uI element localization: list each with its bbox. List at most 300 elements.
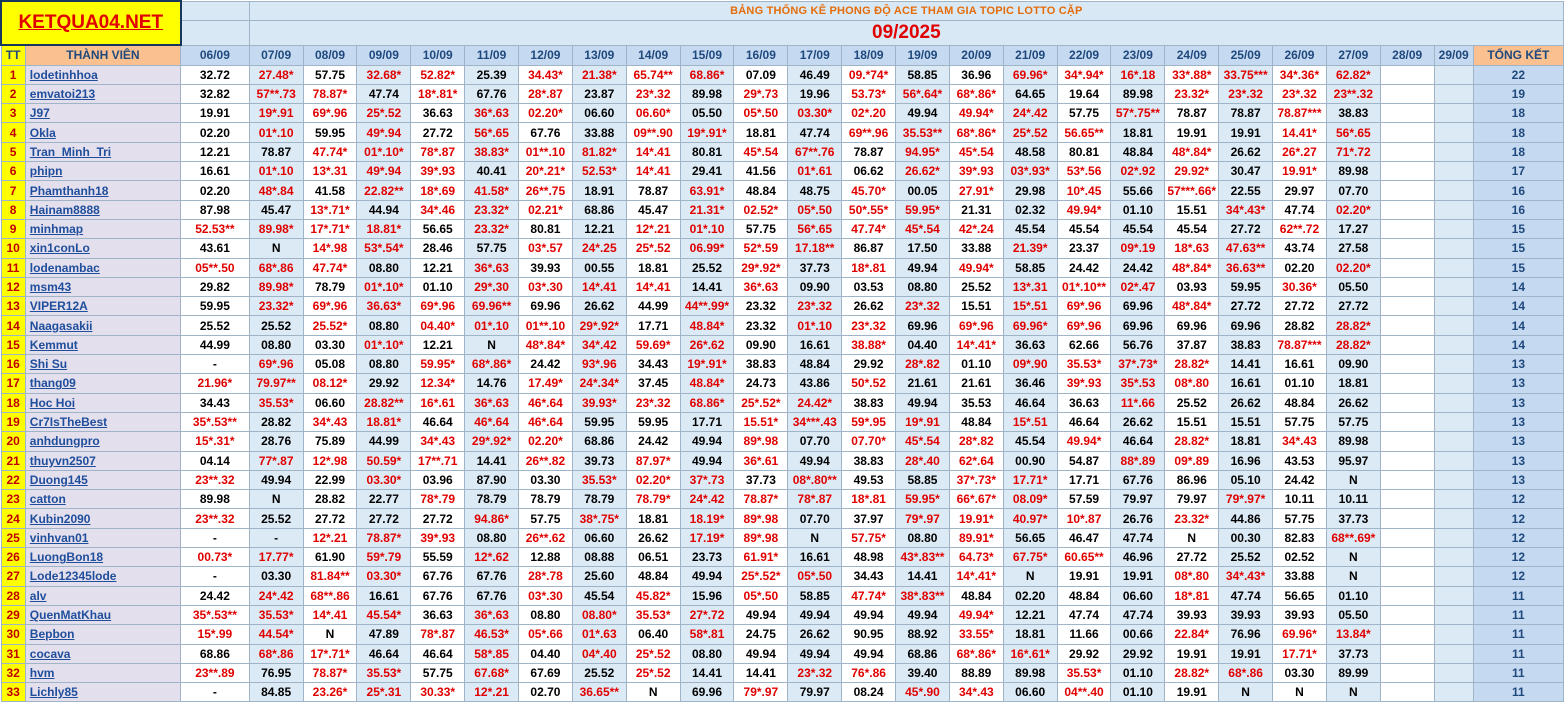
score-cell: 29.92 xyxy=(1057,644,1111,663)
score-cell: 78.79 xyxy=(572,490,626,509)
score-cell: 79*.97 xyxy=(734,683,788,702)
blank-cell xyxy=(181,20,250,45)
score-cell: N xyxy=(1165,528,1219,547)
score-cell: 48.84 xyxy=(734,181,788,200)
score-cell: 19.91 xyxy=(1057,567,1111,586)
score-cell: 16*.18 xyxy=(1111,65,1165,84)
table-row xyxy=(1,605,1564,624)
score-cell: 62**.72 xyxy=(1273,219,1327,238)
score-cell: 12*.98 xyxy=(303,451,357,470)
score-cell: 26.62* xyxy=(896,162,950,181)
member-name-link[interactable]: Lichly85 xyxy=(25,683,180,702)
member-name-link[interactable]: VIPER12A xyxy=(25,297,180,316)
score-cell: 38.83* xyxy=(465,142,519,161)
table-row xyxy=(1,239,1564,258)
score-cell: 55.66 xyxy=(1111,181,1165,200)
score-cell: 14*.98 xyxy=(303,239,357,258)
header-date: 18/09 xyxy=(842,45,896,65)
score-cell: 67.76 xyxy=(465,586,519,605)
score-cell: 16.61 xyxy=(1273,355,1327,374)
score-cell: 29.92 xyxy=(357,374,411,393)
table-row xyxy=(1,509,1564,528)
score-cell: N xyxy=(1326,567,1380,586)
member-name-link[interactable]: Kemmut xyxy=(25,335,180,354)
score-cell: 57.75 xyxy=(1273,509,1327,528)
score-cell: 23*.32 xyxy=(626,84,680,103)
score-cell: 86.96 xyxy=(1165,470,1219,489)
row-number: 28 xyxy=(1,586,25,605)
score-cell: 24.42 xyxy=(519,355,573,374)
score-cell: 12*.21 xyxy=(303,528,357,547)
member-name-link[interactable]: Tran_Minh_Tri xyxy=(25,142,180,161)
header-date: 21/09 xyxy=(1003,45,1057,65)
score-cell: 29.92 xyxy=(1111,644,1165,663)
score-cell: 68.86 xyxy=(896,644,950,663)
score-cell: 89.98 xyxy=(1326,432,1380,451)
score-cell: 89.91* xyxy=(949,528,1003,547)
member-name-link[interactable]: alv xyxy=(25,586,180,605)
score-cell: 44.99 xyxy=(626,297,680,316)
score-cell: 28.82* xyxy=(1326,316,1380,335)
score-cell: 36.65** xyxy=(572,683,626,702)
member-name-link[interactable]: catton xyxy=(25,490,180,509)
score-cell: 25*.52* xyxy=(734,567,788,586)
score-cell: 95.97 xyxy=(1326,451,1380,470)
score-cell: 89.98 xyxy=(181,490,250,509)
score-cell: 46.64 xyxy=(1057,412,1111,431)
member-name-link[interactable]: Hainam8888 xyxy=(25,200,180,219)
score-cell: 09.90 xyxy=(1326,355,1380,374)
score-cell: 23.32* xyxy=(1165,84,1219,103)
header-date: 26/09 xyxy=(1273,45,1327,65)
score-cell: 21.38* xyxy=(572,65,626,84)
member-name-link[interactable]: Duong145 xyxy=(25,470,180,489)
header-date: 16/09 xyxy=(734,45,788,65)
header-date: 25/09 xyxy=(1219,45,1273,65)
score-cell: 14*.41* xyxy=(949,335,1003,354)
score-cell: 79.97 xyxy=(1165,490,1219,509)
score-cell: 34.43 xyxy=(181,393,250,412)
member-name-link[interactable]: Bepbon xyxy=(25,625,180,644)
score-cell: 14.76 xyxy=(465,374,519,393)
score-cell: 23*.32 xyxy=(788,663,842,682)
member-name-link[interactable]: cocava xyxy=(25,644,180,663)
score-cell: 35*.53 xyxy=(1111,374,1165,393)
score-cell: 26.76 xyxy=(1111,509,1165,528)
score-cell: 28*.82 xyxy=(949,432,1003,451)
score-cell: 47.74 xyxy=(788,123,842,142)
score-cell: 24*.42 xyxy=(680,490,734,509)
table-row xyxy=(1,162,1564,181)
score-cell: 68*.86* xyxy=(949,123,1003,142)
row-number: 24 xyxy=(1,509,25,528)
score-cell: 43.86 xyxy=(788,374,842,393)
score-cell: 04**.40 xyxy=(1057,683,1111,702)
score-cell: 44.54* xyxy=(249,625,303,644)
score-cell: 49.94* xyxy=(1057,200,1111,219)
empty-cell xyxy=(1434,277,1473,296)
empty-cell xyxy=(1380,374,1434,393)
score-cell: 78.87* xyxy=(357,528,411,547)
score-cell: 48*.84* xyxy=(1165,258,1219,277)
score-cell: 47.74* xyxy=(303,142,357,161)
score-cell: 26.62 xyxy=(1111,412,1165,431)
empty-cell xyxy=(1380,277,1434,296)
logo-cell[interactable] xyxy=(1,1,181,45)
score-cell: 18.81* xyxy=(357,219,411,238)
score-cell: 05.50 xyxy=(1326,277,1380,296)
score-cell: 26*.62 xyxy=(680,335,734,354)
total-cell: 15 xyxy=(1473,239,1563,258)
member-name-link[interactable]: QuenMatKhau xyxy=(25,605,180,624)
score-cell: 25*.52* xyxy=(734,393,788,412)
score-cell: 35.53* xyxy=(1057,663,1111,682)
empty-cell xyxy=(1434,316,1473,335)
score-cell: 02.20 xyxy=(1003,586,1057,605)
row-number: 29 xyxy=(1,605,25,624)
total-cell: 13 xyxy=(1473,451,1563,470)
member-name-link[interactable]: xin1conLo xyxy=(25,239,180,258)
score-cell: 07.70 xyxy=(1326,181,1380,200)
row-number: 33 xyxy=(1,683,25,702)
score-cell: 24.42 xyxy=(1273,470,1327,489)
table-row xyxy=(1,625,1564,644)
member-name-link[interactable]: thang09 xyxy=(25,374,180,393)
score-cell: 49.94 xyxy=(734,605,788,624)
score-cell: 19.91* xyxy=(1273,162,1327,181)
score-cell: 14.41 xyxy=(1219,355,1273,374)
score-cell: 78.87 xyxy=(626,181,680,200)
score-cell: 06.60 xyxy=(572,528,626,547)
score-cell: 21.61 xyxy=(896,374,950,393)
score-cell: 29.82 xyxy=(181,277,250,296)
score-cell: 67.69 xyxy=(519,663,573,682)
total-cell: 13 xyxy=(1473,355,1563,374)
member-name-link[interactable]: Naagasakii xyxy=(25,316,180,335)
score-cell: 84.85 xyxy=(249,683,303,702)
score-cell: 01.10 xyxy=(1273,374,1327,393)
score-cell: 34*.46 xyxy=(411,200,465,219)
score-cell: 17.71* xyxy=(1273,644,1327,663)
score-cell: 00.30 xyxy=(1219,528,1273,547)
score-cell: 78.87 xyxy=(842,142,896,161)
score-cell: 39.93 xyxy=(519,258,573,277)
member-name-link[interactable]: msm43 xyxy=(25,277,180,296)
score-cell: 12.21 xyxy=(1003,605,1057,624)
score-cell: - xyxy=(181,567,250,586)
score-cell: 29*.92* xyxy=(572,316,626,335)
score-cell: 01*.10 xyxy=(788,316,842,335)
score-cell: 44.99 xyxy=(181,335,250,354)
score-cell: 14.41 xyxy=(734,663,788,682)
score-cell: 18.81 xyxy=(626,509,680,528)
score-cell: 08*.80** xyxy=(788,470,842,489)
score-cell: 57.75 xyxy=(1057,104,1111,123)
score-cell: 58.85 xyxy=(896,470,950,489)
score-cell: 18.91 xyxy=(572,181,626,200)
row-number: 1 xyxy=(1,65,25,84)
empty-cell xyxy=(1434,470,1473,489)
score-cell: 68.86* xyxy=(680,65,734,84)
score-cell: 49*.94 xyxy=(357,162,411,181)
score-cell: 69.96 xyxy=(1165,316,1219,335)
table-row xyxy=(1,451,1564,470)
member-name-link[interactable]: lodetinhhoa xyxy=(25,65,180,84)
score-cell: 01.10 xyxy=(1111,683,1165,702)
total-cell: 16 xyxy=(1473,181,1563,200)
score-cell: 48.75 xyxy=(788,181,842,200)
member-name-link[interactable]: Hoc Hoi xyxy=(25,393,180,412)
score-cell: 56*.64* xyxy=(896,84,950,103)
score-cell: 39.93 xyxy=(1273,605,1327,624)
score-cell: 47.74* xyxy=(842,586,896,605)
score-cell: 34*.42 xyxy=(572,335,626,354)
score-cell: 59.95* xyxy=(896,490,950,509)
score-cell: 57.75 xyxy=(1273,412,1327,431)
score-cell: 25.39 xyxy=(465,65,519,84)
score-cell: 30.47 xyxy=(1219,162,1273,181)
score-cell: 08.80 xyxy=(896,528,950,547)
score-cell: 46.49 xyxy=(788,65,842,84)
row-number: 15 xyxy=(1,335,25,354)
score-cell: 25.52 xyxy=(1165,393,1219,412)
score-cell: 03.30 xyxy=(249,567,303,586)
member-name-link[interactable]: Cr7IsTheBest xyxy=(25,412,180,431)
total-cell: 14 xyxy=(1473,277,1563,296)
score-cell: 13*.71* xyxy=(303,200,357,219)
score-cell: 08.80 xyxy=(357,355,411,374)
score-cell: 34*.43 xyxy=(303,412,357,431)
score-cell: 43.61 xyxy=(181,239,250,258)
score-cell: 10*.87 xyxy=(1057,509,1111,528)
total-cell: 11 xyxy=(1473,586,1563,605)
score-cell: N xyxy=(1003,567,1057,586)
row-number: 19 xyxy=(1,412,25,431)
member-name-link[interactable]: Phamthanh18 xyxy=(25,181,180,200)
member-name-link[interactable]: minhmap xyxy=(25,219,180,238)
score-cell: 36.63 xyxy=(1057,393,1111,412)
member-name-link[interactable]: hvm xyxy=(25,663,180,682)
row-number: 32 xyxy=(1,663,25,682)
score-cell: 03.30* xyxy=(357,567,411,586)
score-cell: 60.65** xyxy=(1057,548,1111,567)
score-cell: 46.53* xyxy=(465,625,519,644)
member-name-link[interactable]: emvatoi213 xyxy=(25,84,180,103)
empty-cell xyxy=(1434,528,1473,547)
member-name-link[interactable]: anhdungpro xyxy=(25,432,180,451)
score-cell: 62.82* xyxy=(1326,65,1380,84)
empty-cell xyxy=(1434,162,1473,181)
empty-cell xyxy=(1434,181,1473,200)
empty-cell xyxy=(1380,509,1434,528)
score-cell: 19.91 xyxy=(1219,123,1273,142)
score-cell: 01**.10 xyxy=(519,316,573,335)
score-cell: 02.20* xyxy=(519,104,573,123)
score-cell: 69.96 xyxy=(1111,316,1165,335)
header-date: 29/09 xyxy=(1434,45,1473,65)
score-cell: 17.71* xyxy=(1003,470,1057,489)
score-cell: 16.96 xyxy=(1219,451,1273,470)
score-cell: 46.64 xyxy=(357,644,411,663)
score-cell: 15*.51 xyxy=(1003,412,1057,431)
score-cell: 37.73 xyxy=(1326,509,1380,528)
score-cell: 08.80 xyxy=(896,277,950,296)
empty-cell xyxy=(1434,605,1473,624)
score-cell: 34*.43 xyxy=(411,432,465,451)
empty-cell xyxy=(1380,181,1434,200)
empty-cell xyxy=(1380,258,1434,277)
score-cell: 01*.10* xyxy=(357,335,411,354)
score-cell: 36*.61 xyxy=(734,451,788,470)
member-name-link[interactable]: LuongBon18 xyxy=(25,548,180,567)
member-name-link[interactable]: Shi Su xyxy=(25,355,180,374)
score-cell: 37.97 xyxy=(842,509,896,528)
score-cell: N xyxy=(1326,548,1380,567)
member-name-link[interactable]: lodenambac xyxy=(25,258,180,277)
score-cell: 58.85 xyxy=(788,586,842,605)
header-date: 19/09 xyxy=(896,45,950,65)
score-cell: 08.24 xyxy=(842,683,896,702)
empty-cell xyxy=(1434,451,1473,470)
score-cell: 50*.52 xyxy=(842,374,896,393)
score-cell: 25.52 xyxy=(1219,548,1273,567)
header-member: THÀNH VIÊN xyxy=(25,45,180,65)
score-cell: 45.54 xyxy=(1111,219,1165,238)
score-cell: 57.59 xyxy=(1057,490,1111,509)
member-name-link[interactable]: vinhvan01 xyxy=(25,528,180,547)
score-cell: N xyxy=(626,683,680,702)
score-cell: 10*.45 xyxy=(1057,181,1111,200)
empty-cell xyxy=(1434,239,1473,258)
score-cell: 27.91* xyxy=(949,181,1003,200)
score-cell: 56.65 xyxy=(1003,528,1057,547)
score-cell: 49.94 xyxy=(680,567,734,586)
header-date: 20/09 xyxy=(949,45,1003,65)
member-name-link[interactable]: phipn xyxy=(25,162,180,181)
score-cell: 01*.10* xyxy=(357,277,411,296)
score-cell: 34.43 xyxy=(842,567,896,586)
score-cell: 37*.73 xyxy=(680,470,734,489)
score-cell: 89.98* xyxy=(249,277,303,296)
score-cell: 27.72 xyxy=(411,123,465,142)
member-name-link[interactable]: J97 xyxy=(25,104,180,123)
score-cell: 33.88 xyxy=(1273,567,1327,586)
score-cell: 19.91 xyxy=(1165,644,1219,663)
score-cell: 19.64 xyxy=(1057,84,1111,103)
score-cell: 37*.73* xyxy=(949,470,1003,489)
score-cell: 18*.81 xyxy=(842,490,896,509)
score-cell: 06.60 xyxy=(303,393,357,412)
score-cell: 49.94* xyxy=(949,258,1003,277)
score-cell: 33*.88* xyxy=(1165,65,1219,84)
score-cell: 78.79 xyxy=(303,277,357,296)
site-logo-link[interactable]: KETQUA04.NET xyxy=(18,11,164,33)
score-cell: 28.82 xyxy=(249,412,303,431)
score-cell: 88*.89 xyxy=(1111,451,1165,470)
score-cell: 58*.85 xyxy=(465,644,519,663)
total-cell: 11 xyxy=(1473,625,1563,644)
score-cell: 08*.80 xyxy=(1165,374,1219,393)
score-cell: 15.51 xyxy=(1165,412,1219,431)
total-cell: 11 xyxy=(1473,683,1563,702)
table-row xyxy=(1,181,1564,200)
score-cell: 79.97 xyxy=(1111,490,1165,509)
table-row xyxy=(1,663,1564,682)
score-cell: 07.09 xyxy=(734,65,788,84)
score-cell: 27.58 xyxy=(1326,239,1380,258)
score-cell: N xyxy=(249,239,303,258)
score-cell: 78.79 xyxy=(519,490,573,509)
table-row xyxy=(1,65,1564,84)
row-number: 23 xyxy=(1,490,25,509)
blank-cell xyxy=(181,1,250,20)
score-cell: 12.21 xyxy=(411,258,465,277)
member-name-link[interactable]: Lode12345lode xyxy=(25,567,180,586)
score-cell: 17**.71 xyxy=(411,451,465,470)
score-cell: 69*.96 xyxy=(1057,316,1111,335)
score-cell: 89.98 xyxy=(1326,162,1380,181)
score-cell: 14*.41* xyxy=(949,567,1003,586)
score-cell: 14.41* xyxy=(1273,123,1327,142)
total-cell: 15 xyxy=(1473,219,1563,238)
score-cell: 17.77* xyxy=(249,548,303,567)
member-name-link[interactable]: Okla xyxy=(25,123,180,142)
score-cell: 01*.10 xyxy=(249,162,303,181)
score-cell: 06.60 xyxy=(572,104,626,123)
score-cell: 06.99* xyxy=(680,239,734,258)
total-cell: 12 xyxy=(1473,528,1563,547)
score-cell: 57***.66* xyxy=(1165,181,1219,200)
score-cell: 50.59* xyxy=(357,451,411,470)
score-cell: 67.76 xyxy=(1111,470,1165,489)
score-cell: 16.61 xyxy=(181,162,250,181)
score-cell: 43.53 xyxy=(1273,451,1327,470)
row-number: 5 xyxy=(1,142,25,161)
score-cell: 01.10 xyxy=(1111,663,1165,682)
score-cell: 36*.63 xyxy=(465,104,519,123)
score-cell: 67.76 xyxy=(411,586,465,605)
member-name-link[interactable]: Kubin2090 xyxy=(25,509,180,528)
score-cell: 02*.20 xyxy=(842,104,896,123)
table-row xyxy=(1,644,1564,663)
score-cell: 88.89 xyxy=(949,663,1003,682)
score-cell: 16*.61* xyxy=(1003,644,1057,663)
total-cell: 13 xyxy=(1473,393,1563,412)
score-cell: 46.64 xyxy=(411,412,465,431)
score-cell: 01*.10 xyxy=(465,316,519,335)
score-cell: 00.73* xyxy=(181,548,250,567)
score-cell: 22.77 xyxy=(357,490,411,509)
score-cell: 49.94 xyxy=(788,451,842,470)
table-row xyxy=(1,528,1564,547)
total-cell: 19 xyxy=(1473,84,1563,103)
score-cell: 10.11 xyxy=(1273,490,1327,509)
score-cell: 78*.79 xyxy=(411,490,465,509)
score-cell: 14*.41 xyxy=(626,142,680,161)
score-cell: 06.60* xyxy=(626,104,680,123)
score-cell: 26.62 xyxy=(842,297,896,316)
row-number: 6 xyxy=(1,162,25,181)
score-cell: 56*.65 xyxy=(1326,123,1380,142)
member-name-link[interactable]: thuyvn2507 xyxy=(25,451,180,470)
row-number: 10 xyxy=(1,239,25,258)
score-cell: 45.54 xyxy=(1003,432,1057,451)
score-cell: 88.92 xyxy=(896,625,950,644)
score-cell: 25*.52 xyxy=(626,663,680,682)
score-cell: 03.30* xyxy=(788,104,842,123)
score-cell: 11.66 xyxy=(1057,625,1111,644)
score-cell: 26.62 xyxy=(572,297,626,316)
